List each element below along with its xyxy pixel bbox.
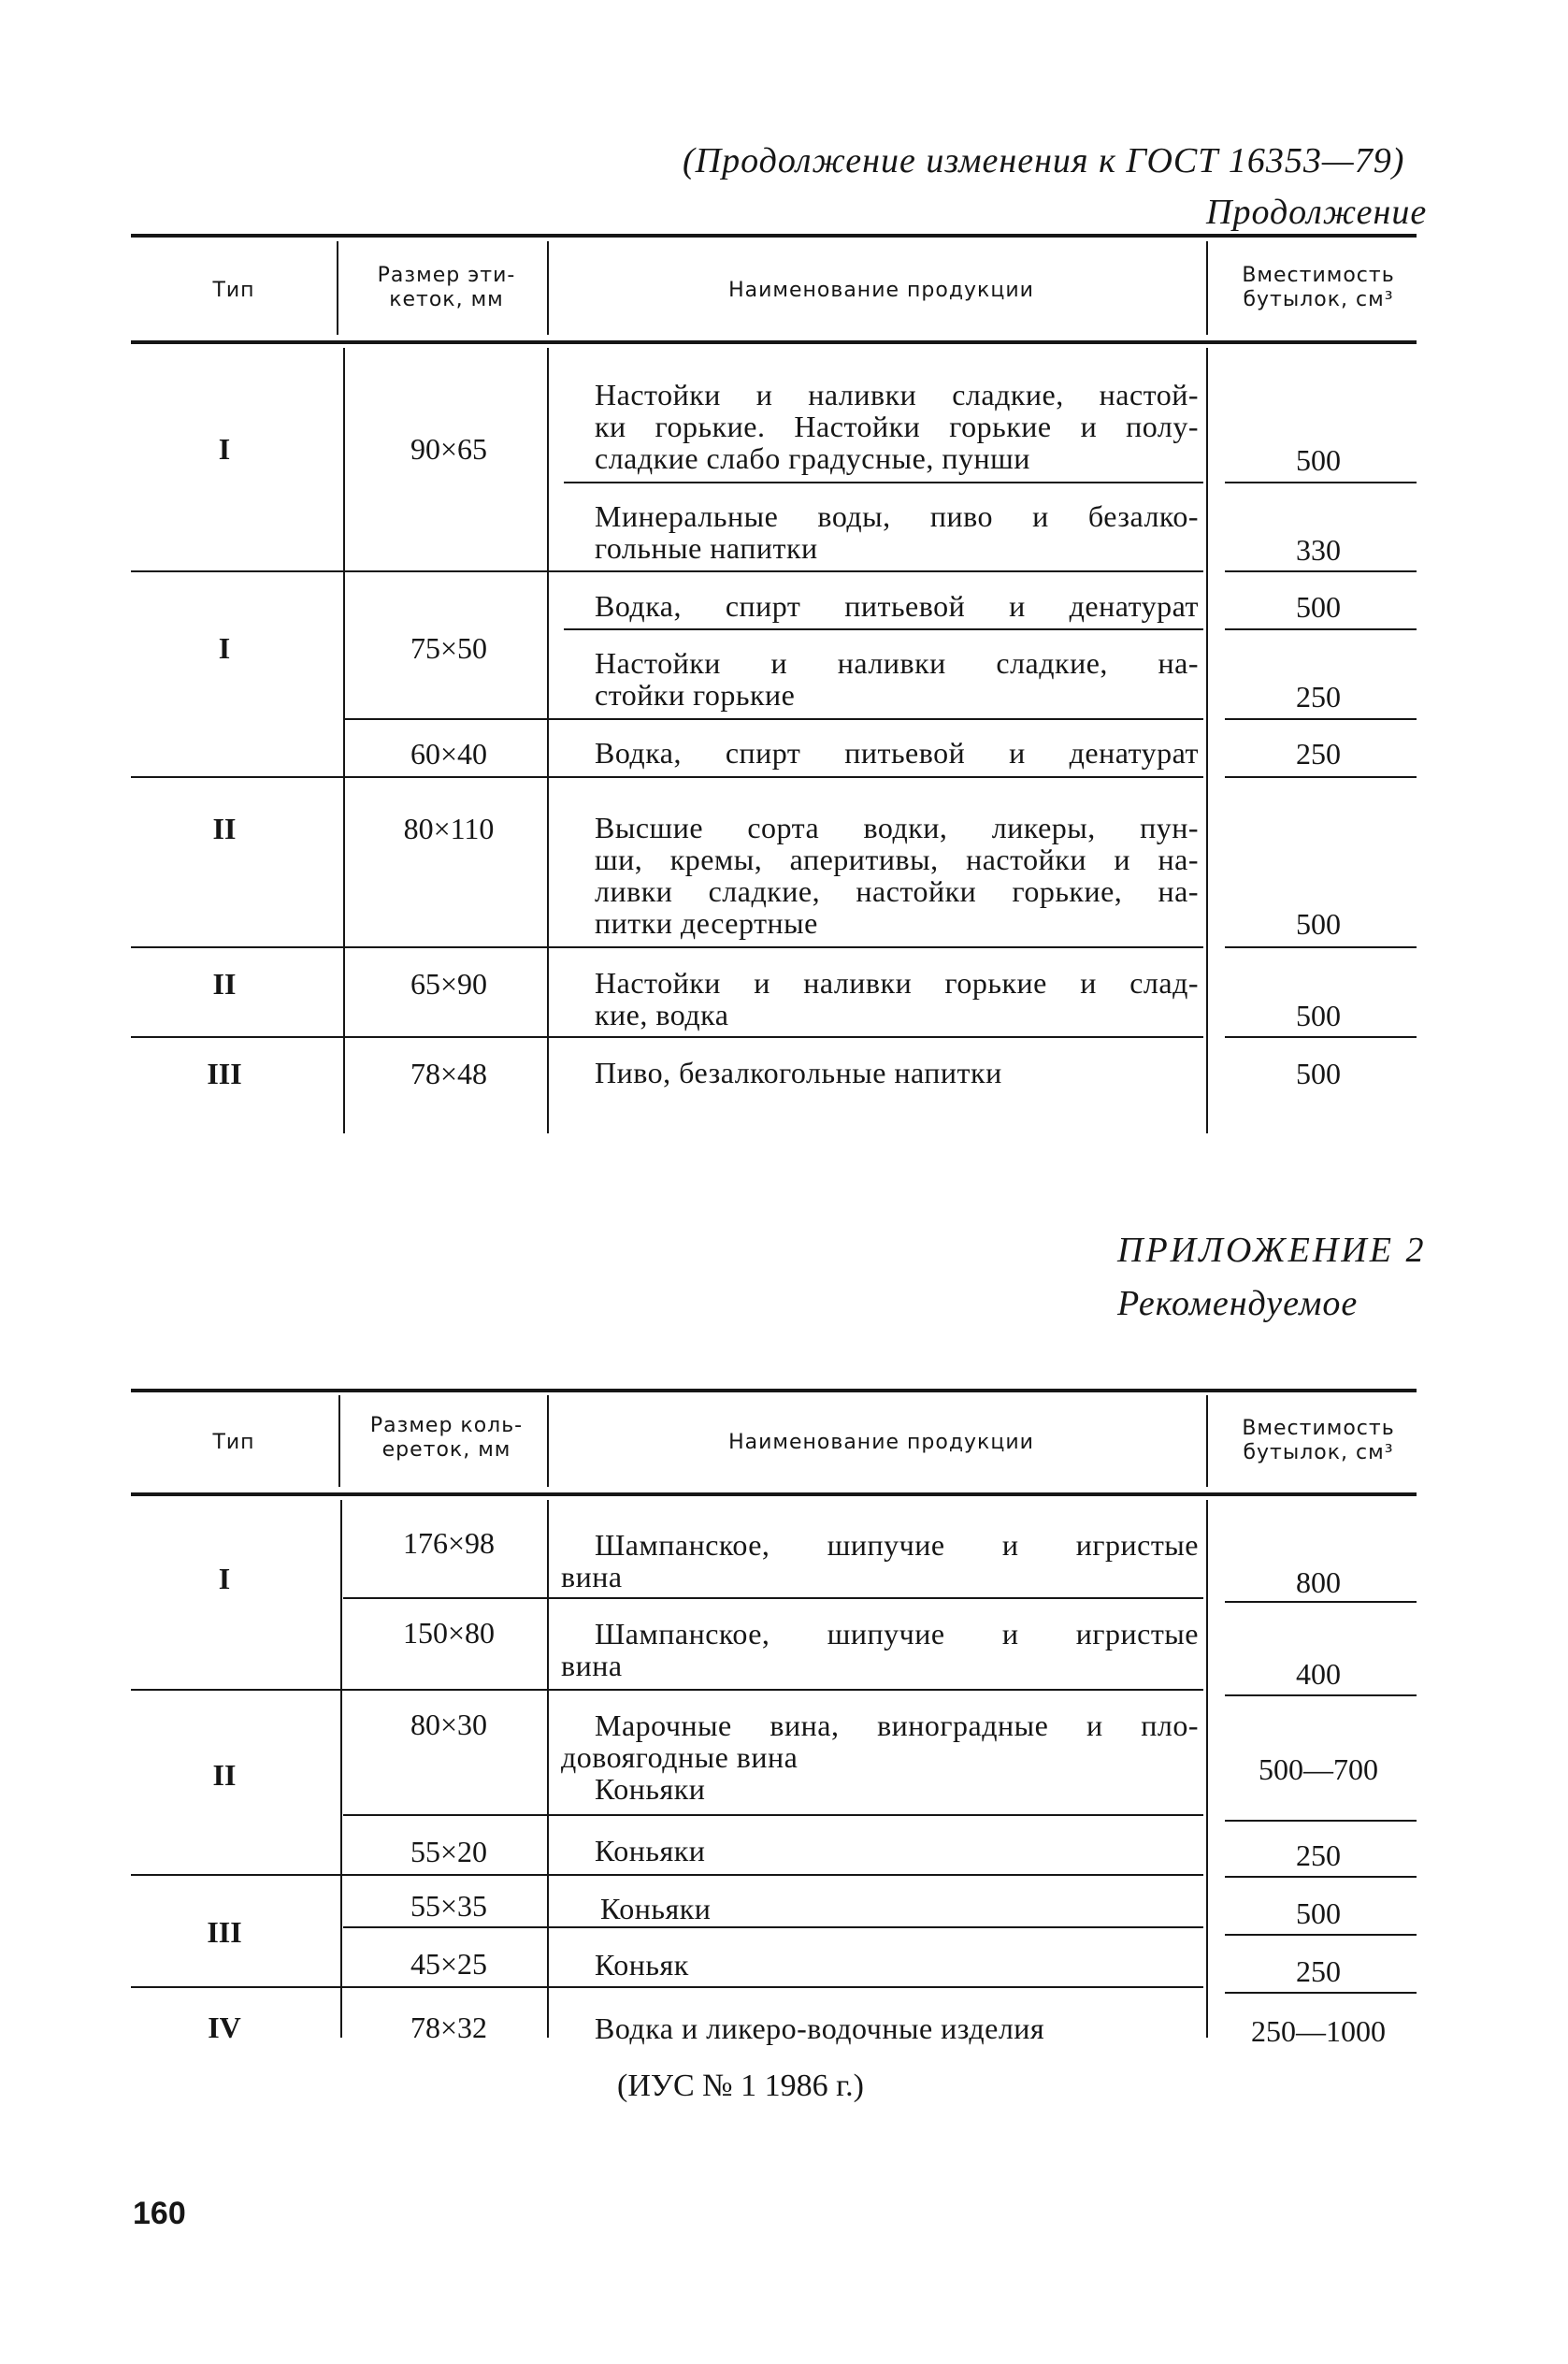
table-row-size: 45×25: [410, 1947, 488, 1981]
table-row-volume: 500: [1296, 999, 1341, 1032]
table-row-volume: 250: [1296, 1954, 1341, 1988]
table-row-type: II: [212, 1758, 237, 1792]
table-row-volume: 500: [1296, 907, 1341, 941]
table-row-size: 55×35: [410, 1889, 488, 1923]
appendix-subtitle: Рекомендуемое: [1117, 1284, 1359, 1323]
table-row-product: Шампанское, шипучие и игристые вина: [561, 1617, 1199, 1682]
table-row-product: Пиво, безалкогольные напитки: [595, 1056, 1002, 1089]
table-row-type: III: [207, 1057, 242, 1090]
table-row-type: III: [207, 1915, 242, 1949]
col-volume-header: Вместимость бутылок, см³: [1242, 1417, 1395, 1464]
table-row-volume: 500—700: [1259, 1752, 1378, 1786]
col-size-header: Размер эти- кеток, мм: [377, 264, 516, 311]
col-type-header: Тип: [212, 1431, 255, 1454]
table-row-volume: 250: [1296, 737, 1341, 771]
table-row-product: Настойки и наливки сладкие, настой- ки горькие. Настойки горькие и полу- сладкие слабо градусные, пунши: [595, 378, 1199, 475]
table-row-volume: 250—1000: [1251, 2014, 1386, 2048]
table-row-size: 78×48: [410, 1057, 488, 1090]
table-row-volume: 500: [1296, 1896, 1341, 1930]
table-row-product: Настойки и наливки горькие и слад- кие, водка: [595, 966, 1199, 1031]
table-row-volume: 500: [1296, 443, 1341, 477]
table-row-type: II: [212, 812, 237, 845]
col-type-header: Тип: [212, 279, 255, 302]
table-row-size: 65×90: [410, 967, 488, 1001]
continuation-header: (Продолжение изменения к ГОСТ 16353—79): [683, 141, 1405, 180]
table-row-size: 80×30: [410, 1708, 488, 1741]
appendix-title: ПРИЛОЖЕНИЕ 2: [1117, 1231, 1427, 1270]
table-row-type: I: [218, 631, 231, 665]
table-row-product: Высшие сорта водки, ликеры, пун- ши, кремы, аперитивы, настойки и на- ливки сладкие, настойки горькие, на- питки десертные: [595, 811, 1199, 940]
continued-label: Продолжение: [1206, 193, 1428, 232]
col-volume-header: Вместимость бутылок, см³: [1242, 264, 1395, 311]
table-row-product: Коньяк: [595, 1948, 689, 1982]
table-row-size: 80×110: [403, 812, 495, 845]
table-row-product: Коньяки: [600, 1892, 712, 1925]
table-row-product: Водка, спирт питьевой и денатурат: [595, 736, 1199, 770]
table-row-size: 78×32: [410, 2011, 488, 2044]
col-size-header: Размер коль- ереток, мм: [369, 1414, 524, 1462]
table-row-product: Шампанское, шипучие и игристые вина: [561, 1528, 1199, 1593]
table-row-size: 75×50: [410, 631, 488, 665]
table-row-product: Коньяки: [595, 1834, 706, 1867]
table-row-type: I: [218, 432, 231, 466]
table-row-size: 150×80: [402, 1616, 496, 1650]
table-row-volume: 500: [1296, 590, 1341, 624]
table-row-size: 90×65: [410, 432, 488, 466]
page-number: 160: [133, 2196, 186, 2231]
table-row-type: II: [212, 967, 237, 1001]
table-row-type: IV: [208, 2011, 241, 2044]
table-row-volume: 400: [1296, 1657, 1341, 1691]
table-row-size: 176×98: [402, 1526, 496, 1560]
table-row-product: Водка, спирт питьевой и денатурат: [595, 589, 1199, 623]
table-row-size: 60×40: [410, 737, 488, 771]
table-row-volume: 800: [1296, 1565, 1341, 1599]
table-row-volume: 330: [1296, 533, 1341, 567]
table-row-product: Водка и ликеро-водочные изделия: [595, 2011, 1045, 2045]
table-row-size: 55×20: [410, 1835, 488, 1868]
table-row-volume: 250: [1296, 1838, 1341, 1872]
table-row-product: Марочные вина, виноградные и пло- довоягодные вина Коньяки: [561, 1708, 1199, 1806]
table-row-product: Минеральные воды, пиво и безалко- гольные напитки: [595, 499, 1199, 565]
col-product-header: Наименование продукции: [728, 1431, 1034, 1454]
table-row-type: I: [218, 1562, 231, 1595]
table-row-volume: 250: [1296, 680, 1341, 714]
footnote: (ИУС № 1 1986 г.): [617, 2068, 864, 2103]
col-product-header: Наименование продукции: [728, 279, 1034, 302]
table-row-volume: 500: [1296, 1057, 1341, 1090]
table-row-product: Настойки и наливки сладкие, на- стойки горькие: [595, 646, 1199, 712]
